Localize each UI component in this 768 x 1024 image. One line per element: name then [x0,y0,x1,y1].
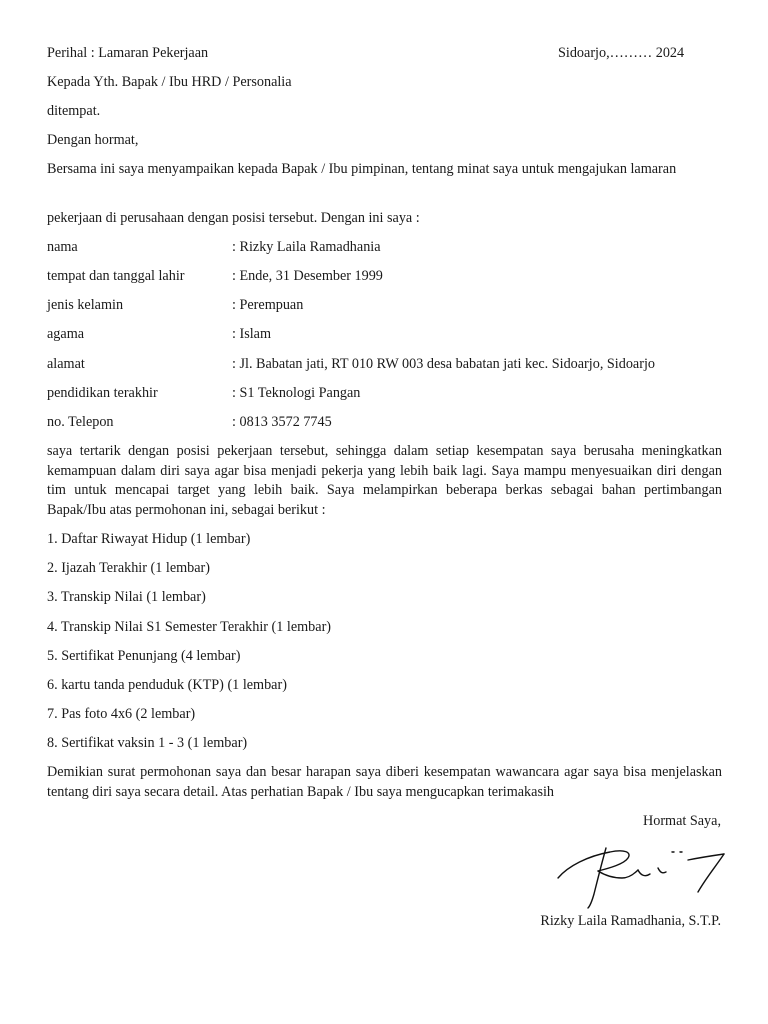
list-item: 4. Transkip Nilai S1 Semester Terakhir (1 lembar) [47,619,332,635]
identity-label: tempat dan tanggal lahir [47,268,185,284]
location-line: ditempat. [47,103,101,119]
place-date: Sidoarjo,……… 2024 [558,45,685,61]
list-item: 6. kartu tanda penduduk (KTP) (1 lembar) [47,677,287,693]
list-item: 7. Pas foto 4x6 (2 lembar) [47,706,196,722]
sign-off: Hormat Saya, [642,813,721,829]
identity-label: alamat [47,356,85,372]
identity-value: : Rizky Laila Ramadhania [232,239,381,255]
signature-image [548,838,733,910]
identity-label: pendidikan terakhir [47,385,158,401]
body-paragraph: saya tertarik dengan posisi pekerjaan tersebut, sehingga dalam setiap kesempatan saya berusaha meningkatkan kemampuan dalam diri saya agar bisa menjadi pekerja yang lebih baik lagi. Saya mampu menyesuaikan diri dengan tim untuk mencapai target yang lebih baik. Saya melampirkan beberapa berkas sebagai bahan pertimbangan Bapak/Ibu atas permohonan ini, sebagai berikut : [47,443,722,518]
closing-paragraph: Demikian surat permohonan saya dan besar harapan saya diberi kesempatan wawancara agar saya bisa menjelaskan tentang diri saya secara detail. Atas perhatian Bapak / Ibu saya mengucapkan terimakasih [47,764,722,800]
identity-label: jenis kelamin [47,297,124,313]
identity-label: no. Telepon [47,414,114,430]
list-item: 3. Transkip Nilai (1 lembar) [47,589,206,605]
intro-paragraph-1: Bersama ini saya menyampaikan kepada Bapak / Ibu pimpinan, tentang minat saya untuk mengajukan lamaran [47,161,677,177]
identity-label: agama [47,326,85,342]
identity-value: : Ende, 31 Desember 1999 [232,268,383,284]
identity-label: nama [47,239,78,255]
recipient-line: Kepada Yth. Bapak / Ibu HRD / Personalia [47,74,292,90]
intro-paragraph-2: pekerjaan di perusahaan dengan posisi tersebut. Dengan ini saya : [47,210,420,226]
identity-value: : Jl. Babatan jati, RT 010 RW 003 desa babatan jati kec. Sidoarjo, Sidoarjo [232,356,655,372]
list-item: 2. Ijazah Terakhir (1 lembar) [47,560,211,576]
identity-value: : Perempuan [232,297,304,313]
list-item: 8. Sertifikat vaksin 1 - 3 (1 lembar) [47,735,248,751]
list-item: 5. Sertifikat Penunjang (4 lembar) [47,648,241,664]
greeting: Dengan hormat, [47,132,139,148]
subject-line: Perihal : Lamaran Pekerjaan [47,45,209,61]
signature-name: Rizky Laila Ramadhania, S.T.P. [540,913,721,929]
identity-value: : Islam [232,326,272,342]
list-item: 1. Daftar Riwayat Hidup (1 lembar) [47,531,251,547]
identity-value: : 0813 3572 7745 [232,414,332,430]
identity-value: : S1 Teknologi Pangan [232,385,361,401]
